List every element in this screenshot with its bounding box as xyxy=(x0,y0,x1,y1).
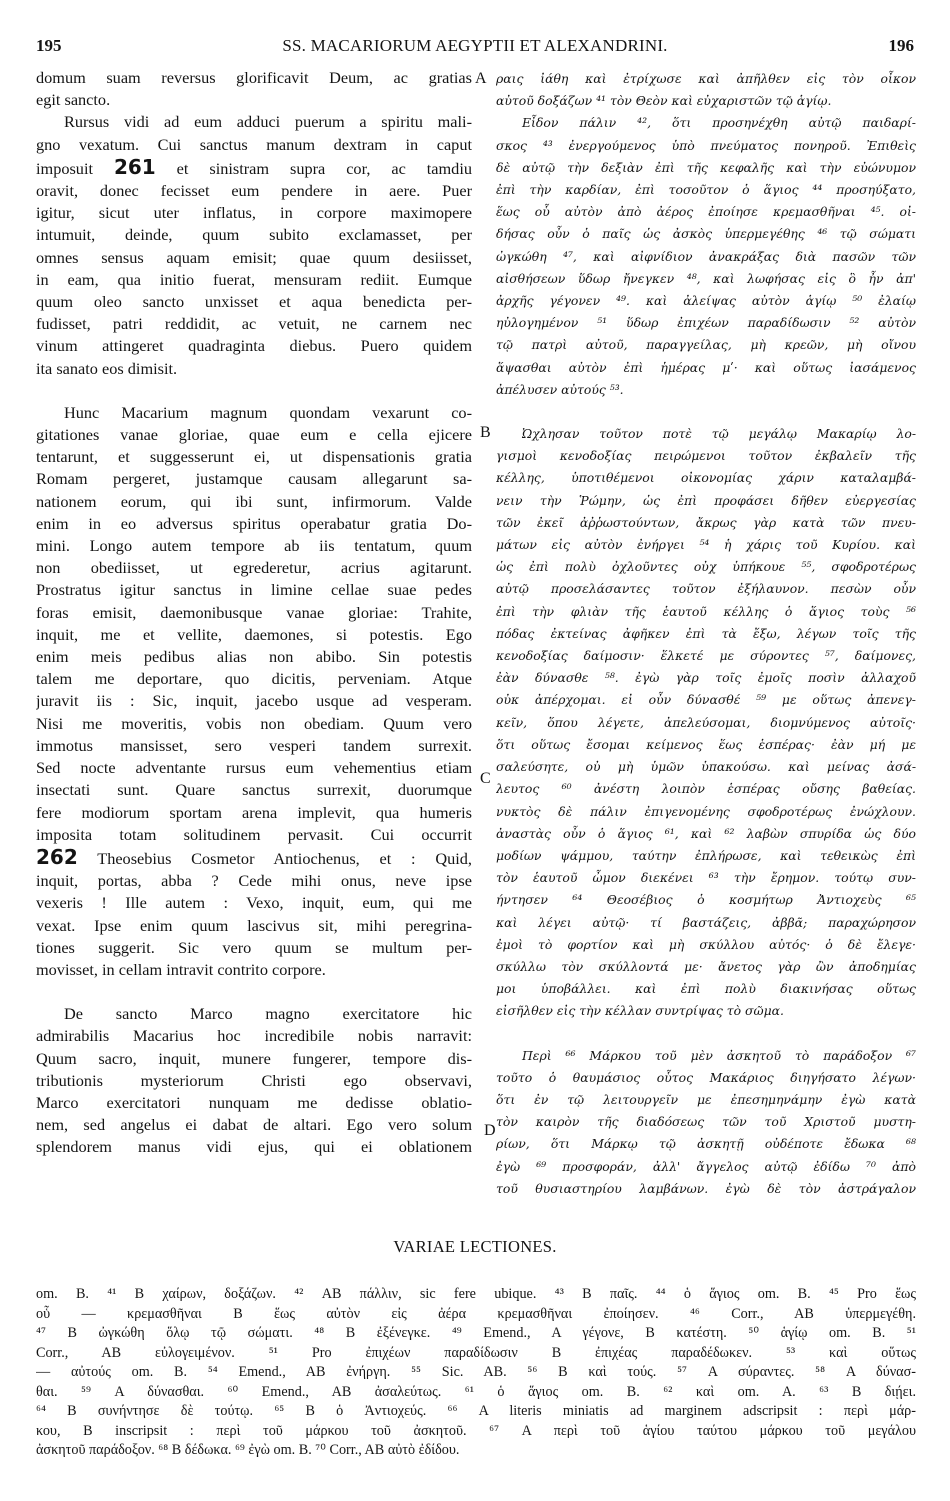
text-line: ήντησεν ⁶⁴ Θεοσέβιος ὁ κοσμήτωρ Ἀντιοχεὺς ⁶⁵ xyxy=(496,892,916,908)
text-line: τῷ πατρὶ αὐτοῦ, παραγγείλας, μὴ κρεῶν, μὴ οἴνου xyxy=(496,337,916,353)
text-line: vinum attingeret quadraginta diebus. Puero quidem xyxy=(36,336,472,356)
text-line: ἐμοὶ τὸ φορτίον καὶ μὴ σκύλλου αὐτός· ὁ δὲ ἔλεγε· xyxy=(496,936,916,952)
variae-lectiones-notes xyxy=(36,1285,916,1461)
text-line: enim meis pedibus alias non abibo. Sin potestis xyxy=(36,647,472,667)
text-line: εἰσῆλθεν εἰς τὴν κέλλαν συντρίψας τὸ σῶμα. xyxy=(496,1003,784,1019)
text-line: καὶ λέγει αὐτῷ· τί βαστάζεις, ἀββᾶ; παραχώρησον xyxy=(496,914,916,930)
margin-number-261: 261 xyxy=(113,155,156,179)
paragraph-gap xyxy=(36,380,472,402)
text-line: Romam pergeret, justamque causam allegarunt sa- xyxy=(36,469,472,489)
text-line: Quum sacro, inquit, munere fungerer, tempore dis- xyxy=(36,1048,472,1068)
text-line: λευτος ⁶⁰ ἀνέστη λοιπὸν ἑσπέρας οὔσης βαθείας. xyxy=(496,781,916,797)
text-line: oravit, donec fecisset eum pendere in aere. Puer xyxy=(36,181,472,201)
section-marker-d: D xyxy=(484,1122,496,1139)
text-line: ὡς ἐπὶ πολὺ ὀχλοῦντες οὐχ ὑπήκουε ⁵⁵, σφοδροτέρως xyxy=(496,559,916,575)
text-line: τὸν ἑαυτοῦ ὦμον διεκένει ⁶³ τὴν ἔρημον. τούτῳ συν- xyxy=(496,870,916,886)
text-line: splendorem manus vidi ejus, qui ei oblationem xyxy=(36,1137,472,1157)
text-line: Περὶ ⁶⁶ Μάρκου τοῦ μὲν ἀσκητοῦ τὸ παράδοξον ⁶⁷ xyxy=(522,1047,916,1063)
text-line: δὲ αὐτῷ τὴν δεξιὰν ἐπὶ τῆς κεφαλῆς καὶ τὴν εὐώνυμον xyxy=(496,159,916,175)
text-line: ἐγὼ ⁶⁹ προσφοράν, ἀλλ' ἄγγελος αὐτῷ ἐδίδω ⁷⁰ ἀπὸ xyxy=(496,1158,916,1174)
text-line: inquit, portas, abba ? Cede mihi onus, neve ipse xyxy=(36,871,472,891)
text-line: Nisi me moveritis, vobis non obediam. Quum vero xyxy=(36,713,472,733)
text-line: igitur, sicut uter inflatus, in corpore maximopere xyxy=(36,203,472,223)
note-line: κου, B inscripsit : περὶ τοῦ μάρκου τοῦ ἀσκητοῦ. ⁶⁷ A περὶ τοῦ ἁγίου ταύτου μάρκου τοῦ μεγάλου xyxy=(36,1422,916,1439)
note-line: om. B. ⁴¹ B χαίρων, δοξάζων. ⁴² AB πάλλιν, sic fere ubique. ⁴³ B παῖς. ⁴⁴ ὁ ἅγιος om. B. ⁴⁵ Pro ἕως xyxy=(36,1286,916,1302)
text-line-with-margin-number xyxy=(36,846,472,870)
text-fragment: Theosebius Cosmetor Antiochenus, et : Quid, xyxy=(97,848,472,868)
text-line: μοι ὑποβάλλει. καὶ ἐπὶ πολὺ διακινήσας οὕτως xyxy=(496,981,916,997)
text-line: οὐκ ἀπέρχομαι. εἰ οὖν δύνασθέ ⁵⁹ με οὕτως ἀπενεγ- xyxy=(496,692,916,708)
text-line: ἀπέλυσεν αὐτούς ⁵³. xyxy=(496,381,624,397)
text-line: vexat. Ipse enim quum lascivus sit, mihi peregrina- xyxy=(36,915,472,935)
latin-paragraph-1 xyxy=(36,67,472,111)
text-line: tentarunt, et suggesserunt ei, ut dispensationis gratia xyxy=(36,447,472,467)
text-line: Marco exercitatori nunquam me dedisse oblatio- xyxy=(36,1092,472,1112)
latin-paragraph-2 xyxy=(36,111,472,379)
text-line: insectati sunt. Quare sanctus surrexit, duorumque xyxy=(36,780,472,800)
text-line: κενοδοξίας δαίμοσιν· ἕλκετέ με σύροντες ⁵⁷, δαίμονες, xyxy=(496,648,916,664)
section-marker-c: C xyxy=(480,770,491,787)
text-line: fere modiorum sportam arena implevit, qua humeris xyxy=(36,802,472,822)
greek-paragraph-4 xyxy=(496,1045,916,1200)
text-line: omnes sensus aquam emisit; quae quum desiisset, xyxy=(36,247,472,267)
text-line: ἐπὶ τὴν φλιὰν τῆς ἑαυτοῦ κέλλης ὁ ἅγιος τοὺς ⁵⁶ xyxy=(496,603,916,619)
text-line: ἐπὶ τὴν καρδίαν, ἐπὶ τοσοῦτον ὁ ἅγιος ⁴⁴ προσηύξατο, xyxy=(496,182,916,198)
note-line: ἀσκητοῦ παράδοξον. ⁶⁸ B δέδωκα. ⁶⁹ ἐγὼ om. B. ⁷⁰ Corr., AB αὐτὸ ἐδίδου. xyxy=(36,1442,460,1458)
running-title: SS. MACARIORUM AEGYPTII ET ALEXANDRINI. xyxy=(282,36,668,55)
note-line: — αὐτούς om. B. ⁵⁴ Emend., AB ἐνήργη. ⁵⁵ Sic. AB. ⁵⁶ B καὶ τούς. ⁵⁷ A σύραντες. ⁵⁸ A δύνασ- xyxy=(36,1364,916,1380)
text-line: ηὐλογημένον ⁵¹ ὕδωρ ἐπιχέων παραδίδωσιν ⁵² αὐτὸν xyxy=(496,315,916,331)
text-line: imposita totam solitudinem pervasit. Cui occurrit xyxy=(36,824,472,844)
text-line: σκύλλω τὸν σκύλλοντά με· ἄνετος γὰρ ὢν ἀποδημίας xyxy=(496,958,916,974)
text-line: fudisset, patri reddidit, ac vetuit, ne carnem nec xyxy=(36,314,472,334)
latin-column xyxy=(36,67,472,1159)
running-head xyxy=(36,36,914,60)
text-line: Ὠχλησαν τοῦτον ποτὲ τῷ μεγάλῳ Μακαρίῳ λο- xyxy=(522,426,916,442)
text-line: gno vexatum. Cui sanctus manum dextram in caput xyxy=(36,134,472,154)
text-line: ἀρχῆς γέγονεν ⁴⁹. καὶ ἀλείψας αὐτὸν ἁγίῳ ⁵⁰ ἐλαίῳ xyxy=(496,293,916,309)
text-line: mini. Longo autem tempore ab iis tentatum, quum xyxy=(36,536,472,556)
text-line: αὐτοῦ δοξάζων ⁴¹ τὸν Θεὸν καὶ εὐχαριστῶν τῷ ἁγίῳ. xyxy=(496,93,832,109)
text-line: inquit, me et vellite, daemones, si potestis. Ego xyxy=(36,624,472,644)
paragraph-gap xyxy=(36,981,472,1003)
margin-number-262: 262 xyxy=(36,845,78,869)
note-line: ⁴⁷ B ὠγκώθη ὅλῳ τῷ σώματι. ⁴⁸ B ἐξένεγκε. ⁴⁹ Emend., A γέγονε, B κατέστη. ⁵⁰ ἁγίῳ om. B. ⁵¹ xyxy=(36,1325,916,1341)
text-line: Hunc Macarium magnum quondam vexarunt co- xyxy=(64,402,472,422)
text-line: nationem eorum, qui ibi sunt, infirmorum. Valde xyxy=(36,491,472,511)
text-line: κέλλης, ὑποτιθέμενοι οἰκονομίας χάριν καταλαμβά- xyxy=(496,470,916,486)
text-line: juravit iis : Sic, inquit, jacebo usque ad vesperam. xyxy=(36,691,472,711)
greek-paragraph-3 xyxy=(496,423,916,1022)
text-line: Sed nocte adventante rursus eum vehementius etiam xyxy=(36,758,472,778)
greek-paragraph-1 xyxy=(496,68,916,112)
text-line: τοῦτο ὁ θαυμάσιος οὗτος Μακάριος διηγήσατο λέγων· xyxy=(496,1069,916,1085)
latin-paragraph-4 xyxy=(36,1003,472,1158)
text-line: σκος ⁴³ ἐνεργούμενος ὑπὸ πνεύματος πονηροῦ. Ἐπιθεὶς xyxy=(496,137,916,153)
text-line: αὐτῷ προσελάσαντες τοῦτον ἐξήλαυνον. πεσὼν οὖν xyxy=(496,581,916,597)
text-line: τὸν καιρὸν τῆς διαδόσεως τῶν τοῦ Χριστοῦ μυστη- xyxy=(496,1114,916,1130)
note-line: οὗ — κρεμασθῆναι B ἕως αὐτὸν εἰς ἀέρα κρεμασθῆναι ἐποίησεν. ⁴⁶ Corr., AB ὑπερμεγέθη. xyxy=(36,1305,916,1322)
text-line: immotus mansisset, sero vesperi tandem surrexit. xyxy=(36,735,472,755)
text-line: ὠγκώθη ⁴⁷, καὶ αἰφνίδιον ἀνακράξας διὰ πασῶν τῶν xyxy=(496,248,916,264)
text-line: talem me deportare, quo dicitis, perveniam. Atque xyxy=(36,669,472,689)
text-line: enim in eo adversus spiritus operabatur gratia Do- xyxy=(36,513,472,533)
variae-lectiones-heading: VARIAE LECTIONES. xyxy=(393,1237,557,1256)
greek-column xyxy=(496,68,916,1200)
text-line: ραις ἰάθη καὶ ἐτρίχωσε καὶ ἀπῆλθεν εἰς τὸν οἶκον xyxy=(496,71,916,86)
section-marker-a: A xyxy=(475,70,487,87)
text-line: vexeris ! Ille autem : Vexo, inquit, eum, qui me xyxy=(36,893,472,913)
text-line-with-margin-number xyxy=(36,156,472,180)
text-line: non obediisset, ut egrederetur, acrius agitarunt. xyxy=(36,558,472,578)
text-line: intumuit, deinde, quum subito exclamasset, per xyxy=(36,225,472,245)
text-line: ἐὰν δύνασθε ⁵⁸. ἐγὼ γὰρ τοῖς ἐμοῖς ποσὶν ἀλλαχοῦ xyxy=(496,670,916,686)
page-number-left: 195 xyxy=(36,36,62,55)
text-line: tributionis mysteriorum Christi ego observavi, xyxy=(36,1070,472,1090)
section-marker-b: B xyxy=(480,424,491,441)
page-number-right: 196 xyxy=(888,36,914,55)
latin-paragraph-3 xyxy=(36,402,472,981)
paragraph-gap xyxy=(496,401,916,423)
text-line: ἕως οὗ αὐτὸν ἀπὸ ἀέρος ἐποίησε κρεμασθῆναι ⁴⁵. οἰ- xyxy=(496,204,916,220)
text-line: ὅτι ἐν τῷ λειτουργεῖν με ἐπεσημηνάμην ἐγὼ κατὰ xyxy=(496,1091,916,1107)
text-line: foras emisit, daemonibusque vanae gloriae: Trahite, xyxy=(36,602,472,622)
text-line: nem, sed angelus ei dabat de altari. Ego vero solum xyxy=(36,1115,472,1135)
text-line: domum suam reversus glorificavit Deum, ac gratias xyxy=(36,68,472,87)
text-line: De sancto Marco magno exercitatore hic xyxy=(64,1004,472,1024)
text-line: gitationes vanae gloriae, quae eum e cella ejicere xyxy=(36,425,472,445)
text-line: Prostratus igitur sanctus in limine cellae suae pedes xyxy=(36,580,472,600)
text-line: ρίων, ὅτι Μάρκῳ τῷ ἀσκητῇ οὐδέποτε ἔδωκα ⁶⁸ xyxy=(496,1136,916,1152)
text-line: μοδίων ψάμμου, ταύτην ἐπλήρωσε, καὶ τεθεικὼς ἐπὶ xyxy=(496,847,916,863)
text-line: νυκτὸς δὲ πάλιν ἐπιγενομένης σφοδροτέρως ἐνώχλουν. xyxy=(496,803,916,819)
text-line: quum oleo sancto unxisset et aqua benedicta per- xyxy=(36,292,472,312)
text-line: πόδας ἐκτείνας ἀφῆκεν ἐπὶ τὰ ἔξω, λέγων τοῖς τῆς xyxy=(496,625,916,641)
text-line: κεῖν, ὅπου λέγετε, ἀπελεύσομαι, διομνύμενος αὐτοῖς· xyxy=(496,714,916,730)
text-line: ἅψασθαι αὐτὸν ἐπὶ ἡμέρας μʹ· καὶ οὕτως ἰασάμενος xyxy=(496,359,916,375)
text-line: in eam, qua initio fuerat, mensuram rediit. Eumque xyxy=(36,269,472,289)
text-line: τοῦ θυσιαστηρίου λαμβάνων. ἐγὼ δὲ τὸν ἀστράγαλον xyxy=(496,1180,916,1196)
text-line: egit sancto. xyxy=(36,90,111,110)
note-line: Corr., AB εὐλογειμένον. ⁵¹ Pro ἐπιχέων παραδίδωσιν B ἐπιχέας παραδέδωκεν. ⁵³ καὶ οὕτως xyxy=(36,1344,916,1361)
text-line: μάτων εἰς αὐτὸν ἐνήργει ⁵⁴ ἡ χάρις τοῦ Κυρίου. καὶ xyxy=(496,537,916,553)
text-line: γισμοὶ κενοδοξίας πειρώμενοι τοῦτον ἐκβαλεῖν τῆς xyxy=(496,448,916,464)
greek-paragraph-2 xyxy=(496,112,916,401)
text-line: movisset, in cellam intravit contrito corpore. xyxy=(36,959,326,979)
text-line: ἀναστὰς οὖν ὁ ἅγιος ⁶¹, καὶ ⁶² λαβὼν σπυρίδα ὡς δύο xyxy=(496,825,916,841)
note-line: ⁶⁴ B συνήντησε δὲ τούτῳ. ⁶⁵ B ὁ Ἀντιοχεύς. ⁶⁶ A literis miniatis ad marginem adscripsit : περὶ μάρ- xyxy=(36,1403,916,1419)
text-line: τῶν ἐκεῖ ἀῤῥωστούντων, ἄκρως γὰρ κατὰ τῶν πνευ- xyxy=(496,514,916,530)
note-line: θαι. ⁵⁹ A δύνασθαι. ⁶⁰ Emend., AB ἀσαλεύτως. ⁶¹ ὁ ἅγιος om. B. ⁶² καὶ om. A. ⁶³ B διῄει. xyxy=(36,1383,916,1400)
text-line: admirabilis Macarius hoc incredibile nobis narravit: xyxy=(36,1026,472,1046)
text-line: αἰσθήσεων ὕδωρ ἤνεγκεν ⁴⁸, καὶ λωφήσας εἰς ὃ ἦν ἀπ' xyxy=(496,270,916,286)
text-line: Rursus vidi ad eum adduci puerum a spiritu mali- xyxy=(64,112,472,132)
paragraph-gap xyxy=(496,1023,916,1045)
text-line: ὅτι οὕτως ἔσομαι κείμενος ἕως ἑσπέρας· ἐὰν μή με xyxy=(496,736,916,752)
text-line: tiones suggerit. Sic vero quum se multum per- xyxy=(36,937,472,957)
text-line: Εἶδον πάλιν ⁴², ὅτι προσηνέχθη αὐτῷ παιδαρί- xyxy=(522,115,916,131)
text-line: δήσας οὖν ὁ παῖς ὡς ἀσκὸς ὑπερμεγέθης ⁴⁶ τῷ σώματι xyxy=(496,226,916,242)
text-fragment: imposuit xyxy=(36,158,93,178)
text-line: ita sanato eos dimisit. xyxy=(36,358,178,378)
text-line: νειν τὴν Ῥώμην, ὡς ἐπὶ προφάσει δῆθεν εὐεργεσίας xyxy=(496,492,916,508)
text-line: σαλεύσητε, οὐ μὴ ὑμῶν ὑπακούσω. καὶ μείνας ἀσά- xyxy=(496,759,916,775)
text-fragment: et sinistram supra cor, ac tamdiu xyxy=(176,158,472,178)
